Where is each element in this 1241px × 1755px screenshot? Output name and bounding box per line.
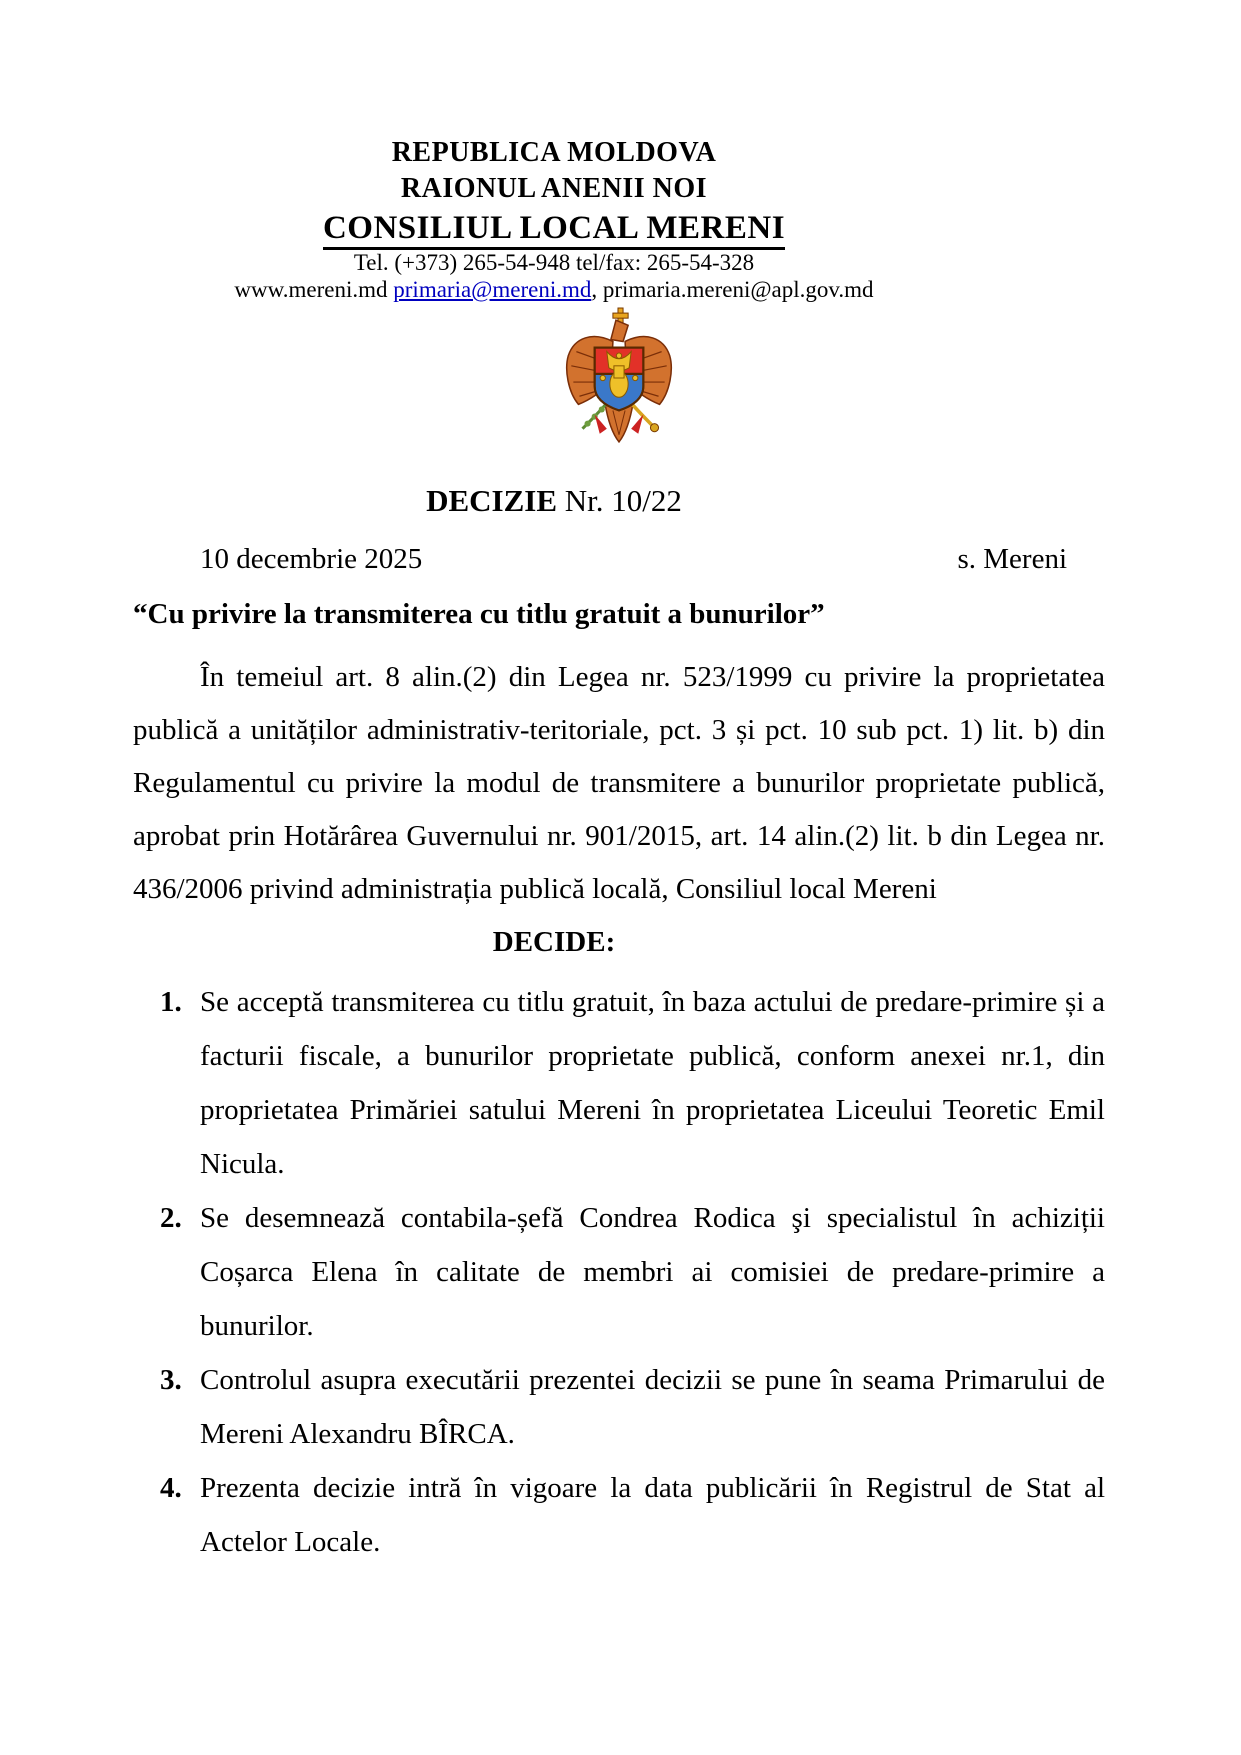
list-item-number: 4. [160,1472,182,1504]
letterhead-country: REPUBLICA MOLDOVA [391,137,717,168]
emblem-container [133,307,1105,449]
list-item-text: Se acceptă transmiterea cu titlu gratuit, în baza actului de predare-primire și a facturii fiscale, a bunurilor proprietate publică, conform anexei nr.1, din proprietatea Primăriei satului Mereni în proprietatea Liceului Teoretic Emil Nicula. [200,986,1105,1180]
decision-number: Nr. 10/22 [557,483,682,518]
decision-heading [133,481,975,521]
list-item [133,1191,1105,1353]
decision-items [133,975,1105,1569]
list-item-number: 2. [160,1202,182,1234]
list-item [133,1461,1105,1569]
list-item-number: 1. [160,986,182,1018]
list-item-number: 3. [160,1364,182,1396]
decision-date: 10 decembrie 2025 [200,543,423,575]
letterhead-council-text: CONSILIUL LOCAL MERENI [323,210,785,250]
date-place-row [133,541,1105,578]
decide-heading: DECIDE: [492,926,616,958]
list-item-text: Se desemnează contabila-șefă Condrea Rodica şi specialistul în achiziții Coșarca Elena în calitate de membri ai comisiei de predare-primire a bunurilor. [200,1202,1105,1342]
decision-label: DECIZIE [426,483,558,518]
letterhead-website: www.mereni.md [234,277,388,302]
list-item [133,1353,1105,1461]
letterhead-phone: Tel. (+373) 265-54-948 tel/fax: 265-54-328 [353,250,755,275]
letterhead-email-link[interactable]: primaria@mereni.md [393,277,592,302]
letterhead-district: RAIONUL ANENII NOI [400,173,708,204]
document-content [133,135,1105,1569]
list-item-text: Controlul asupra executării prezentei decizii se pune în seama Primarului de Mereni Alexandru BÎRCA. [200,1364,1105,1450]
letterhead [133,135,975,303]
letterhead-email-secondary: , primaria.mereni@apl.gov.md [591,277,874,302]
letterhead-council [133,207,975,249]
decision-place: s. Mereni [957,543,1067,575]
preamble-paragraph: În temeiul art. 8 alin.(2) din Legea nr. 523/1999 cu privire la proprietatea publică a unităților administrativ-teritoriale, pct. 3 și pct. 10 sub pct. 1) lit. b) din Regulamentul cu privire la modul de transmitere a bunurilor proprietate publică, aprobat prin Hotărârea Guvernului nr. 901/2015, art. 14 alin.(2) lit. b din Legea nr. 436/2006 privind administrația publică locală, Consiliul local Mereni [133,661,1105,905]
letterhead-contacts [133,276,975,303]
list-item [133,975,1105,1191]
decision-subject: “Cu privire la transmiterea cu titlu gratuit a bunurilor” [133,598,825,630]
moldova-coat-of-arms-icon [554,307,684,449]
list-item-text: Prezenta decizie intră în vigoare la data publicării în Registrul de Stat al Actelor Locale. [200,1472,1105,1558]
